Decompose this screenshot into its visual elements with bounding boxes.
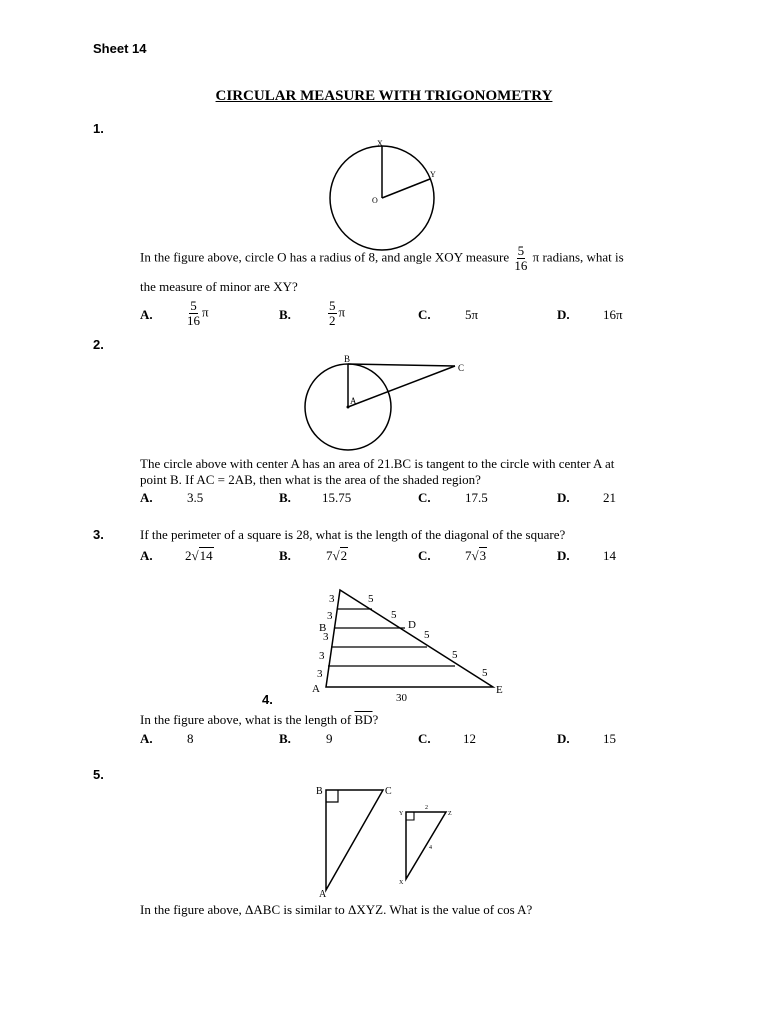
q2-tangent-figure <box>300 352 480 462</box>
label-xz: 4 <box>429 845 432 851</box>
label-a: A <box>319 889 327 900</box>
q2-option-b-letter[interactable]: B. <box>279 490 291 505</box>
question-2-number: 2. <box>93 337 104 352</box>
sheet-label: Sheet 14 <box>93 41 147 56</box>
seg-label-5: 3 <box>317 668 323 680</box>
q1-option-c-value[interactable]: 5π <box>465 307 479 322</box>
label-z: Z <box>448 811 452 817</box>
q1-text-before: In the figure above, circle O has a radius of 8, and angle XOY measure <box>140 249 510 265</box>
q3-option-c-letter[interactable]: C. <box>418 548 431 563</box>
q1-text-after: π radians, what is <box>532 249 624 265</box>
question-3-text: If the perimeter of a square is 28, what is the length of the diagonal of the square? <box>140 527 566 542</box>
segment-bc <box>348 364 455 366</box>
question-4-text: In the figure above, what is the length of $\overline{BD}$? <box>140 712 379 727</box>
segment-ac <box>348 366 455 407</box>
seg-label-2: 3 <box>327 610 333 622</box>
q1-option-a-letter[interactable]: A. <box>140 307 153 322</box>
question-2-text: The circle above with center A has an area of 21.BC is tangent to the circle with center A at <box>140 456 615 471</box>
triangle-xyz <box>406 812 446 879</box>
triangle-ae <box>326 590 493 687</box>
seg-right-2: 5 <box>391 609 397 621</box>
q2-option-d-letter[interactable]: D. <box>557 490 570 505</box>
label-y: Y <box>399 811 404 817</box>
question-1-number: 1. <box>93 121 104 136</box>
q1-fraction: $\frac{5}{16}$ <box>514 243 528 273</box>
question-2-text-line2: point B. If AC = 2AB, then what is the area of the shaded region? <box>140 472 481 487</box>
q4-option-c-value[interactable]: 12 <box>463 731 476 746</box>
q2-option-a-value[interactable]: 3.5 <box>187 490 204 505</box>
question-1-text-line2: the measure of minor are XY? <box>140 279 298 294</box>
q1-option-b-value[interactable]: $\frac{5}{2}$ π <box>329 298 346 328</box>
radius-oy <box>382 179 430 198</box>
label-b: B <box>344 354 351 364</box>
question-5-text: In the figure above, ΔABC is similar to ΔXYZ. What is the value of cos A? <box>140 902 533 917</box>
q1-option-c-letter[interactable]: C. <box>418 307 431 322</box>
label-x: X <box>377 139 383 148</box>
q4-option-a-value[interactable]: 8 <box>187 731 194 746</box>
label-y: Y <box>430 170 436 179</box>
q4-option-d-value[interactable]: 15 <box>603 731 616 746</box>
triangle-abc-label: ΔABC <box>245 902 281 917</box>
seg-right-1: 5 <box>368 593 374 605</box>
label-d: D <box>408 619 416 631</box>
q4-option-b-letter[interactable]: B. <box>279 731 291 746</box>
page-title: CIRCULAR MEASURE WITH TRIGONOMETRY <box>215 88 553 104</box>
seg-right-5: 5 <box>482 667 488 679</box>
q1-option-b-letter[interactable]: B. <box>279 307 291 322</box>
q4-option-b-value[interactable]: 9 <box>326 731 333 746</box>
right-angle-y <box>406 812 414 820</box>
q3-option-b-letter[interactable]: B. <box>279 548 291 563</box>
q4-option-c-letter[interactable]: C. <box>418 731 431 746</box>
label-c: C <box>458 363 465 373</box>
q5-similar-triangles-figure <box>310 782 470 900</box>
q3-option-a-value[interactable]: 2√14 <box>185 548 213 563</box>
q2-option-c-value[interactable]: 17.5 <box>465 490 488 505</box>
q1-option-a-value[interactable]: $\frac{5}{16}$ π <box>187 298 209 328</box>
q1-option-d-value[interactable]: 16π <box>603 307 623 322</box>
question-3-number: 3. <box>93 527 104 542</box>
q2-option-c-letter[interactable]: C. <box>418 490 431 505</box>
q4-triangle-figure <box>300 585 520 705</box>
label-a: A <box>350 396 357 406</box>
q3-option-c-value[interactable]: 7√3 <box>465 548 487 563</box>
label-a: A <box>312 683 320 695</box>
label-x: X <box>399 880 404 886</box>
segment-bd: $\overline{BD}$ <box>354 712 373 727</box>
q1-option-d-letter[interactable]: D. <box>557 307 570 322</box>
q3-option-d-value[interactable]: 14 <box>603 548 616 563</box>
q3-option-a-letter[interactable]: A. <box>140 548 153 563</box>
label-yz: 2 <box>425 805 428 811</box>
q2-option-d-value[interactable]: 21 <box>603 490 616 505</box>
base-label: 30 <box>396 692 407 704</box>
label-o: O <box>372 196 378 205</box>
seg-label-1: 3 <box>329 593 335 605</box>
q3-option-d-letter[interactable]: D. <box>557 548 570 563</box>
q4-option-a-letter[interactable]: A. <box>140 731 153 746</box>
triangle-xyz-label: ΔXYZ <box>348 902 384 917</box>
seg-label-3: 3 <box>323 631 329 643</box>
q2-option-a-letter[interactable]: A. <box>140 490 153 505</box>
seg-right-4: 5 <box>452 649 458 661</box>
question-4-number: 4. <box>262 692 273 707</box>
q3-option-b-value[interactable]: 7√2 <box>326 548 348 563</box>
right-angle-b <box>326 790 338 802</box>
label-e: E <box>496 684 503 696</box>
q4-option-d-letter[interactable]: D. <box>557 731 570 746</box>
q2-option-b-value[interactable]: 15.75 <box>322 490 352 505</box>
seg-label-4: 3 <box>319 650 325 662</box>
question-5-number: 5. <box>93 767 104 782</box>
label-b: B <box>316 786 323 797</box>
question-1-text <box>140 244 700 273</box>
label-c: C <box>385 786 392 797</box>
seg-right-3: 5 <box>424 629 430 641</box>
label-b: B <box>319 622 327 634</box>
triangle-abc <box>326 790 383 890</box>
